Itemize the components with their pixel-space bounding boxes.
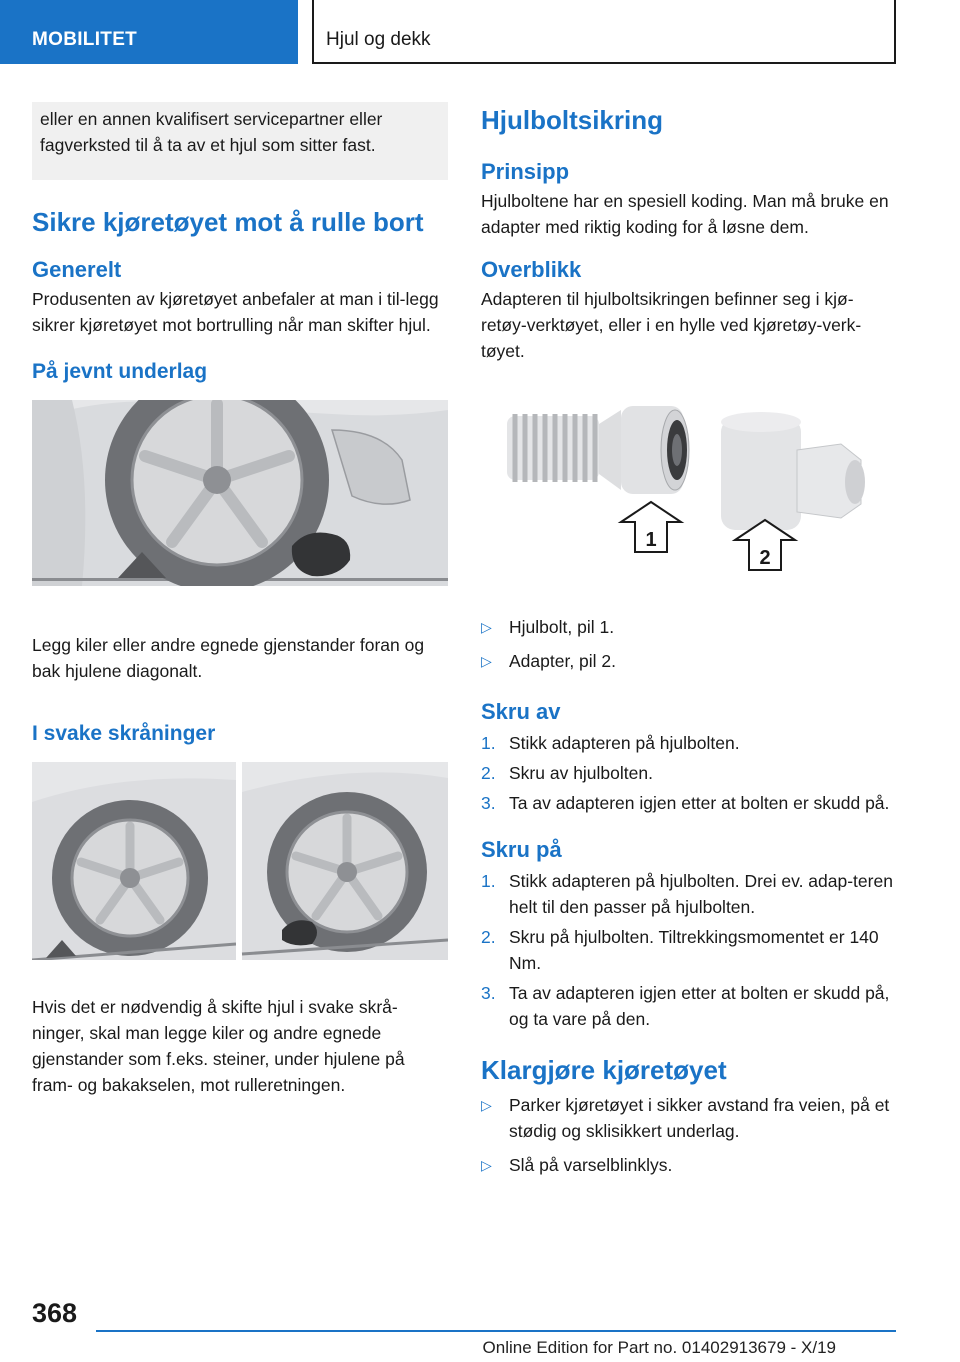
- skru-pa-steps: [481, 868, 897, 1032]
- footer-edition: Online Edition for Part no. 01402913679 - X/19: [482, 1338, 836, 1357]
- arrow-1-label: 1: [645, 529, 657, 551]
- list-item: [481, 614, 897, 640]
- left-column: [32, 102, 448, 1098]
- section-title-bolt-lock: Hjulboltsikring: [481, 105, 663, 135]
- list-item: [481, 730, 897, 756]
- part-text: Hjulbolt, pil 1.: [509, 617, 615, 637]
- subheading-prinsipp: Prinsipp: [481, 159, 570, 184]
- note-box: [32, 102, 448, 180]
- wheel-bolt-drawing: [507, 406, 689, 494]
- list-item: [481, 868, 897, 920]
- section-title-prepare: Klargjøre kjøretøyet: [481, 1055, 727, 1085]
- subheading-skru-av: Skru av: [481, 699, 561, 724]
- prepare-text: Parker kjøretøyet i sikker avstand fra veien, på et stødig og sklisikkert underlag.: [509, 1095, 890, 1141]
- section-title: Sikre kjøretøyet mot å rulle bort: [32, 207, 424, 237]
- list-item: [481, 1152, 897, 1178]
- parts-list: [481, 614, 897, 674]
- arrow-1-icon: [621, 502, 681, 552]
- step-text: Stikk adapteren på hjulbolten.: [509, 733, 740, 753]
- subheading-slope: I svake skråninger: [32, 722, 216, 745]
- triangle-bullet-icon: ▷: [481, 1157, 492, 1173]
- right-column: [481, 102, 897, 1178]
- step-number: 2.: [481, 927, 496, 947]
- step-text: Skru på hjulbolten. Tiltrekkingsmomentet er 140 Nm.: [509, 927, 879, 973]
- skru-av-steps: [481, 730, 897, 816]
- wheel-chock-flat-figure: [32, 400, 448, 586]
- step-number: 1.: [481, 871, 496, 891]
- step-number: 3.: [481, 793, 496, 813]
- step-number: 1.: [481, 733, 496, 753]
- chapter-label: MOBILITET: [32, 29, 138, 50]
- part-text: Adapter, pil 2.: [509, 651, 617, 671]
- list-item: [481, 924, 897, 976]
- paragraph-overblikk: Adapteren til hjulboltsikringen befinner seg i kjø-retøy-verktøyet, eller i en hylle ved kjøretøy-verk-tøyet.: [481, 289, 862, 361]
- step-number: 2.: [481, 763, 496, 783]
- list-item: [481, 980, 897, 1032]
- list-item: [481, 790, 897, 816]
- paragraph-prinsipp: Hjulboltene har en spesiell koding. Man må bruke en adapter med riktig koding for å løsne dem.: [481, 191, 889, 237]
- subheading-overblikk: Overblikk: [481, 257, 582, 282]
- bolt-adapter-figure: [481, 394, 897, 594]
- list-item: [481, 1092, 897, 1144]
- section-label: Hjul og dekk: [326, 29, 431, 50]
- list-item: [481, 648, 897, 674]
- footer-rule: [96, 1330, 896, 1332]
- subheading-generelt: Generelt: [32, 257, 122, 282]
- step-text: Ta av adapteren igjen etter at bolten er skudd på, og ta vare på den.: [509, 983, 890, 1029]
- prepare-list: [481, 1092, 897, 1178]
- step-text: Stikk adapteren på hjulbolten. Drei ev. adap-teren helt til den passer på hjulbolten.: [509, 871, 893, 917]
- prepare-text: Slå på varselblinklys.: [509, 1155, 673, 1175]
- step-number: 3.: [481, 983, 496, 1003]
- list-item: [481, 760, 897, 786]
- triangle-bullet-icon: ▷: [481, 653, 492, 669]
- page-number: 368: [32, 1298, 78, 1328]
- step-text: Ta av adapteren igjen etter at bolten er skudd på.: [509, 793, 890, 813]
- triangle-bullet-icon: ▷: [481, 1097, 492, 1113]
- subheading-flat-ground: På jevnt underlag: [32, 360, 208, 383]
- paragraph-generelt: Produsenten av kjøretøyet anbefaler at man i til-legg sikrer kjøretøyet mot bortrulling når man skifter hjul.: [32, 289, 439, 335]
- subheading-skru-pa: Skru på: [481, 837, 562, 862]
- triangle-bullet-icon: ▷: [481, 619, 492, 635]
- chapter-tab: [0, 0, 298, 64]
- paragraph-flat-ground: Legg kiler eller andre egnede gjenstander foran og bak hjulene diagonalt.: [32, 635, 425, 681]
- adapter-drawing: [721, 412, 865, 530]
- section-header: [312, 0, 896, 64]
- note-text: eller en annen kvalifisert servicepartner eller fagverksted til å ta av et hjul som sitter fast.: [40, 109, 383, 155]
- step-text: Skru av hjulbolten.: [509, 763, 653, 783]
- wheel-chock-slope-figure: [32, 762, 448, 960]
- paragraph-slope: Hvis det er nødvendig å skifte hjul i svake skrå-ninger, skal man legge kiler og andre egnede gjenstander som f.eks. steiner, under hjulene på fram- og bakakselen, mot rulleretningen.: [32, 997, 405, 1095]
- arrow-2-label: 2: [759, 547, 771, 569]
